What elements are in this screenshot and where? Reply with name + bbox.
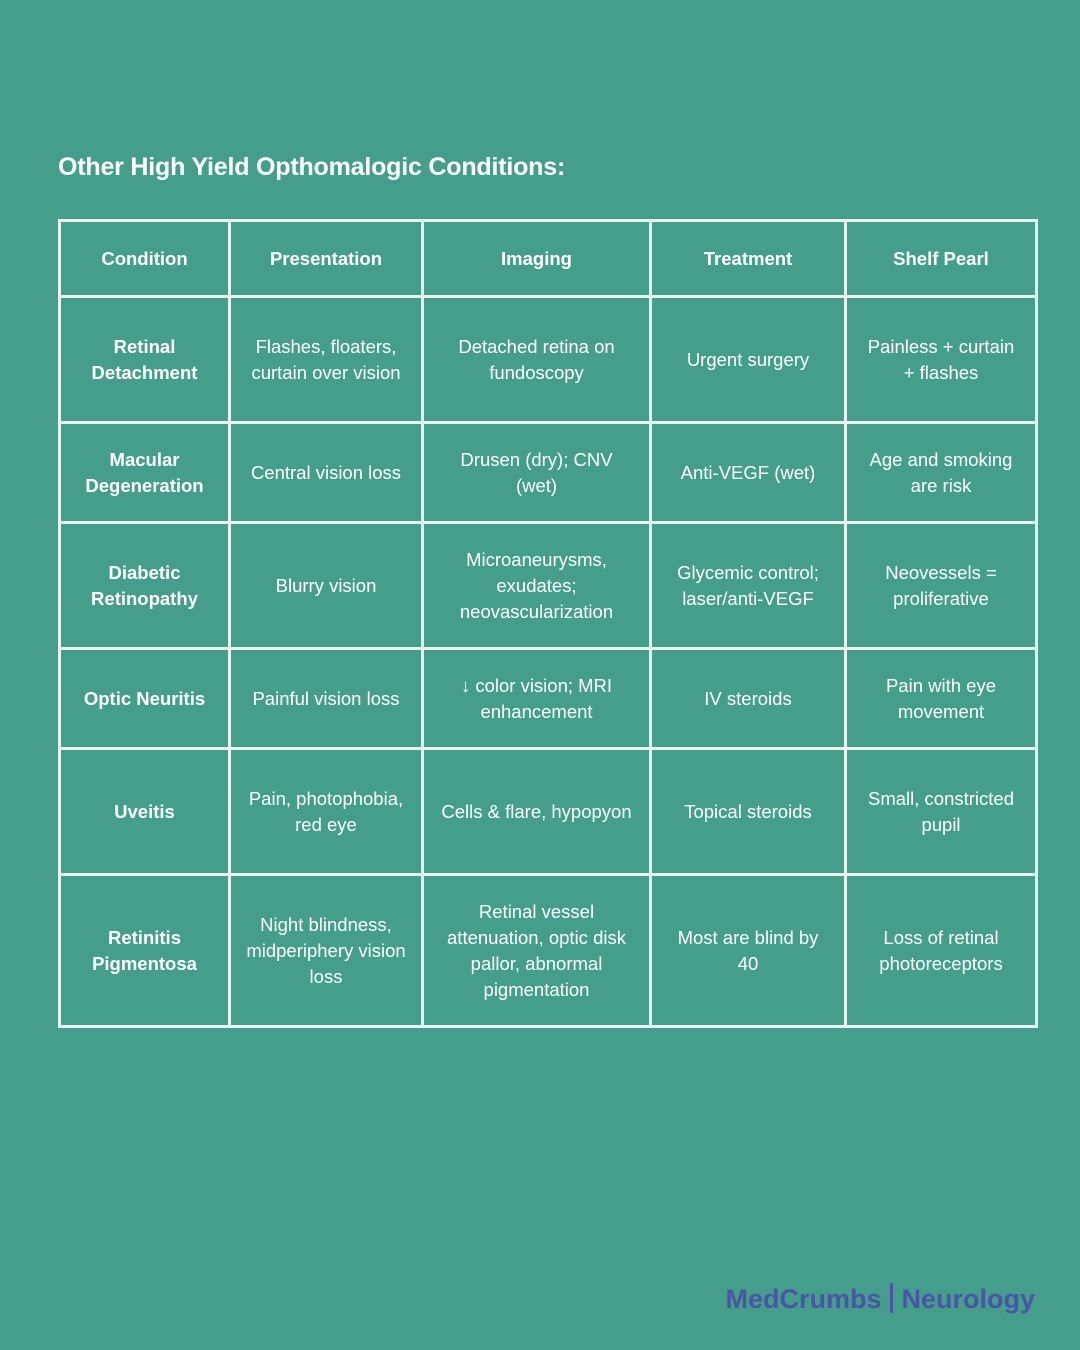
imaging-cell: Cells & flare, hypopyon	[423, 749, 651, 875]
treatment-cell: Topical steroids	[651, 749, 846, 875]
page-title: Other High Yield Opthomalogic Conditions:	[58, 153, 566, 181]
brand-section: Neurology	[901, 1284, 1035, 1314]
table-row	[60, 297, 1037, 423]
presentation-cell: Night blindness, midperiphery vision loss	[230, 875, 423, 1027]
treatment-cell: Most are blind by 40	[651, 875, 846, 1027]
table-row	[60, 749, 1037, 875]
brand-footer	[725, 1281, 1035, 1317]
treatment-cell: Urgent surgery	[651, 297, 846, 423]
header-shelf-pearl: Shelf Pearl	[846, 221, 1037, 297]
pearl-cell: Neovessels = proliferative	[846, 523, 1037, 649]
header-imaging: Imaging	[423, 221, 651, 297]
imaging-cell: Microaneurysms, exudates; neovascularization	[423, 523, 651, 649]
presentation-cell: Central vision loss	[230, 423, 423, 523]
condition-cell: Optic Neuritis	[60, 649, 230, 749]
condition-cell: Uveitis	[60, 749, 230, 875]
header-condition: Condition	[60, 221, 230, 297]
brand-divider	[890, 1283, 893, 1313]
condition-cell: Retinal Detachment	[60, 297, 230, 423]
header-presentation: Presentation	[230, 221, 423, 297]
table-row	[60, 649, 1037, 749]
header-treatment: Treatment	[651, 221, 846, 297]
treatment-cell: IV steroids	[651, 649, 846, 749]
table-header-row	[60, 221, 1037, 297]
imaging-cell: ↓ color vision; MRI enhancement	[423, 649, 651, 749]
treatment-cell: Anti-VEGF (wet)	[651, 423, 846, 523]
condition-cell: Retinitis Pigmentosa	[60, 875, 230, 1027]
imaging-cell: Detached retina on fundoscopy	[423, 297, 651, 423]
condition-cell: Diabetic Retinopathy	[60, 523, 230, 649]
table-row	[60, 423, 1037, 523]
presentation-cell: Painful vision loss	[230, 649, 423, 749]
imaging-cell: Drusen (dry); CNV (wet)	[423, 423, 651, 523]
pearl-cell: Small, constricted pupil	[846, 749, 1037, 875]
brand-name: MedCrumbs	[725, 1284, 882, 1314]
presentation-cell: Blurry vision	[230, 523, 423, 649]
treatment-cell: Glycemic control; laser/anti-VEGF	[651, 523, 846, 649]
pearl-cell: Painless + curtain + flashes	[846, 297, 1037, 423]
imaging-cell: Retinal vessel attenuation, optic disk pallor, abnormal pigmentation	[423, 875, 651, 1027]
pearl-cell: Age and smoking are risk	[846, 423, 1037, 523]
table-row	[60, 875, 1037, 1027]
pearl-cell: Loss of retinal photoreceptors	[846, 875, 1037, 1027]
presentation-cell: Pain, photophobia, red eye	[230, 749, 423, 875]
presentation-cell: Flashes, floaters, curtain over vision	[230, 297, 423, 423]
condition-cell: Macular Degeneration	[60, 423, 230, 523]
table-row	[60, 523, 1037, 649]
pearl-cell: Pain with eye movement	[846, 649, 1037, 749]
conditions-table	[58, 219, 1038, 1028]
